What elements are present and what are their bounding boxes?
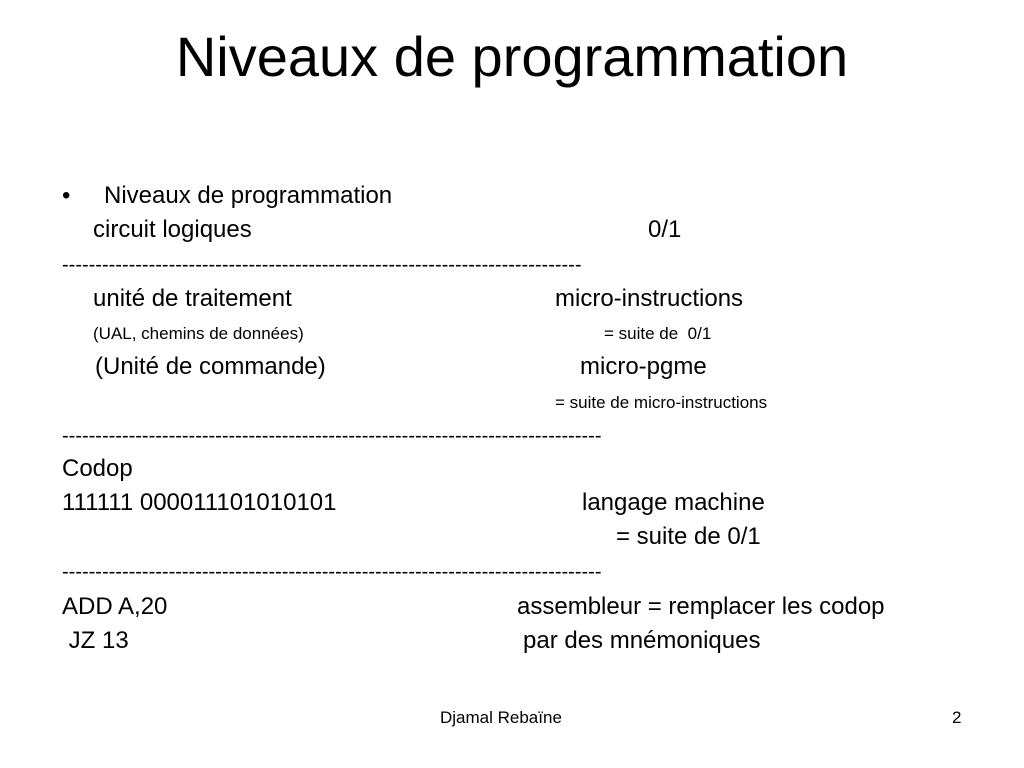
micro-pgme-suite: = suite de micro-instructions bbox=[555, 393, 768, 412]
mnemoniques-value: par des mnémoniques bbox=[523, 627, 761, 654]
bullet-marker: • bbox=[62, 182, 71, 209]
circuit-value: 0/1 bbox=[648, 216, 682, 243]
bullet-text: Niveaux de programmation bbox=[104, 182, 393, 209]
separator-line-2: --------------------------------------------------------------------------------- bbox=[62, 425, 602, 447]
separator-line-3: --------------------------------------------------------------------------------- bbox=[62, 561, 602, 583]
unite-commande-label: (Unité de commande) bbox=[95, 353, 326, 380]
unite-traitement-label: unité de traitement bbox=[93, 285, 292, 312]
codop-label: Codop bbox=[62, 455, 133, 482]
jz-instruction: JZ 13 bbox=[62, 627, 129, 654]
micro-instructions-value: micro-instructions bbox=[555, 285, 744, 312]
footer-author: Djamal Rebaïne bbox=[440, 708, 562, 727]
langage-machine-suite: = suite de 0/1 bbox=[616, 523, 761, 550]
footer-page-number: 2 bbox=[952, 708, 962, 727]
circuit-logiques-label: circuit logiques bbox=[93, 216, 252, 243]
slide-title: Niveaux de programmation bbox=[175, 25, 849, 88]
ual-value: = suite de 0/1 bbox=[604, 324, 712, 343]
ual-label: (UAL, chemins de données) bbox=[93, 324, 304, 343]
add-instruction: ADD A,20 bbox=[62, 593, 168, 620]
binary-code: 111111 000011101010101 bbox=[62, 489, 337, 516]
separator-line-1: ------------------------------------------------------------------------------ bbox=[62, 254, 582, 276]
langage-machine-value: langage machine bbox=[582, 489, 765, 516]
assembleur-value: assembleur = remplacer les codop bbox=[517, 593, 885, 620]
micro-pgme-value: micro-pgme bbox=[580, 353, 707, 380]
